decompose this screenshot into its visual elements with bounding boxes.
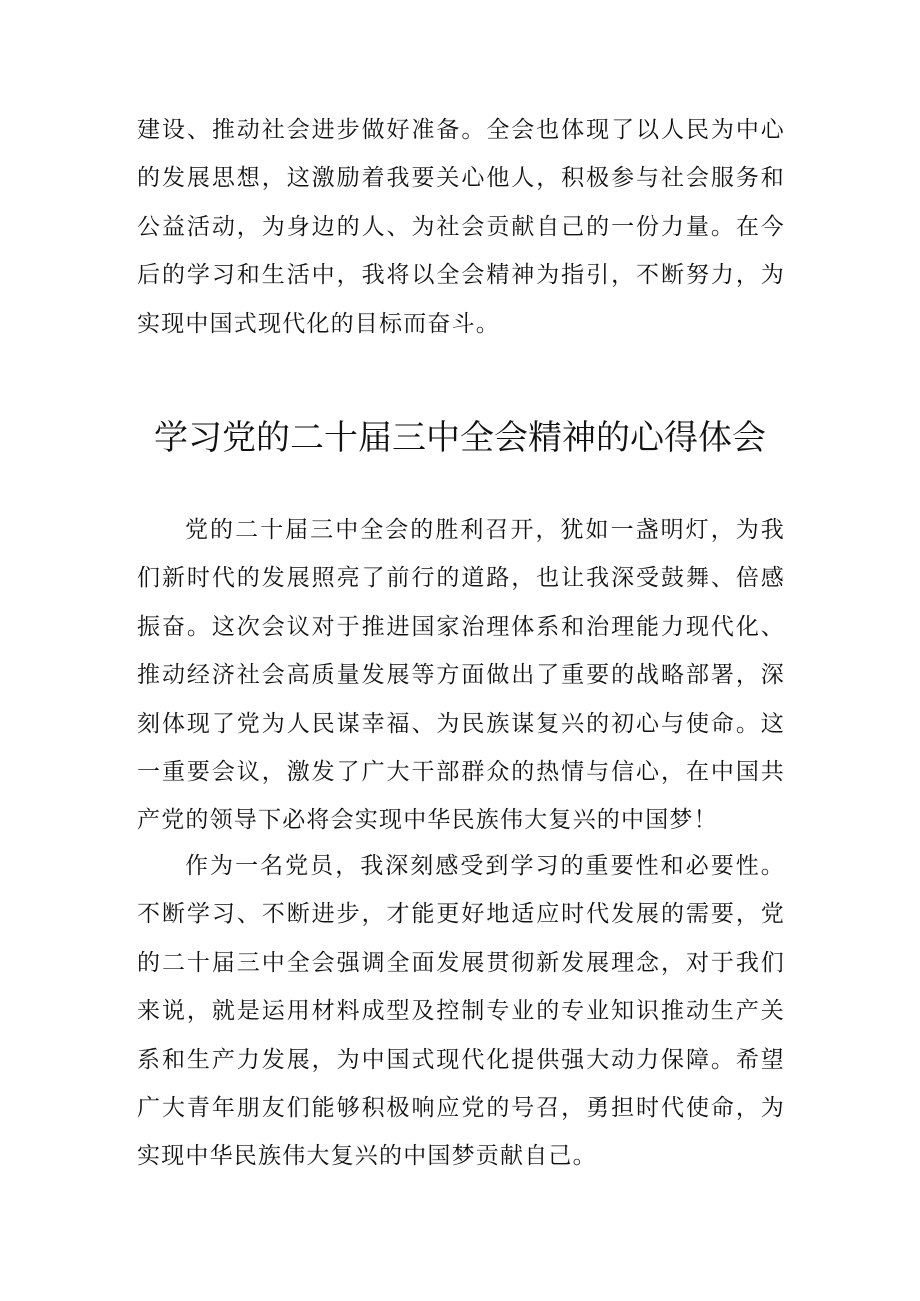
body-paragraph-1: 党的二十届三中全会的胜利召开，犹如一盏明灯，为我们新时代的发展照亮了前行的道路，也让我深受鼓舞、倍感振奋。这次会议对于推进国家治理体系和治理能力现代化、推动经济社会高质量发展等方面做出了重要的战略部署，深刻体现了党为人民谋幸福、为民族谋复兴的初心与使命。这一重要会议，激发了广大干部群众的热情与信心，在中国共产党的领导下必将会实现中华民族伟大复兴的中国梦！ xyxy=(137,517,785,834)
document-title: 学习党的二十届三中全会精神的心得体会 xyxy=(154,418,766,458)
continuation-paragraph: 建设、推动社会进步做好准备。全会也体现了以人民为中心的发展思想，这激励着我要关心他人，积极参与社会服务和公益活动，为身边的人、为社会贡献自己的一份力量。在今后的学习和生活中，我将以全会精神为指引，不断努力，为实现中国式现代化的目标而奋斗。 xyxy=(137,117,785,337)
body-paragraph-2: 作为一名党员，我深刻感受到学习的重要性和必要性。不断学习、不断进步，才能更好地适应时代发展的需要，党的二十届三中全会强调全面发展贯彻新发展理念，对于我们来说，就是运用材料成型及控制专业的专业知识推动生产关系和生产力发展，为中国式现代化提供强大动力保障。希望广大青年朋友们能够积极响应党的号召，勇担时代使命，为实现中华民族伟大复兴的中国梦贡献自己。 xyxy=(137,853,785,1170)
